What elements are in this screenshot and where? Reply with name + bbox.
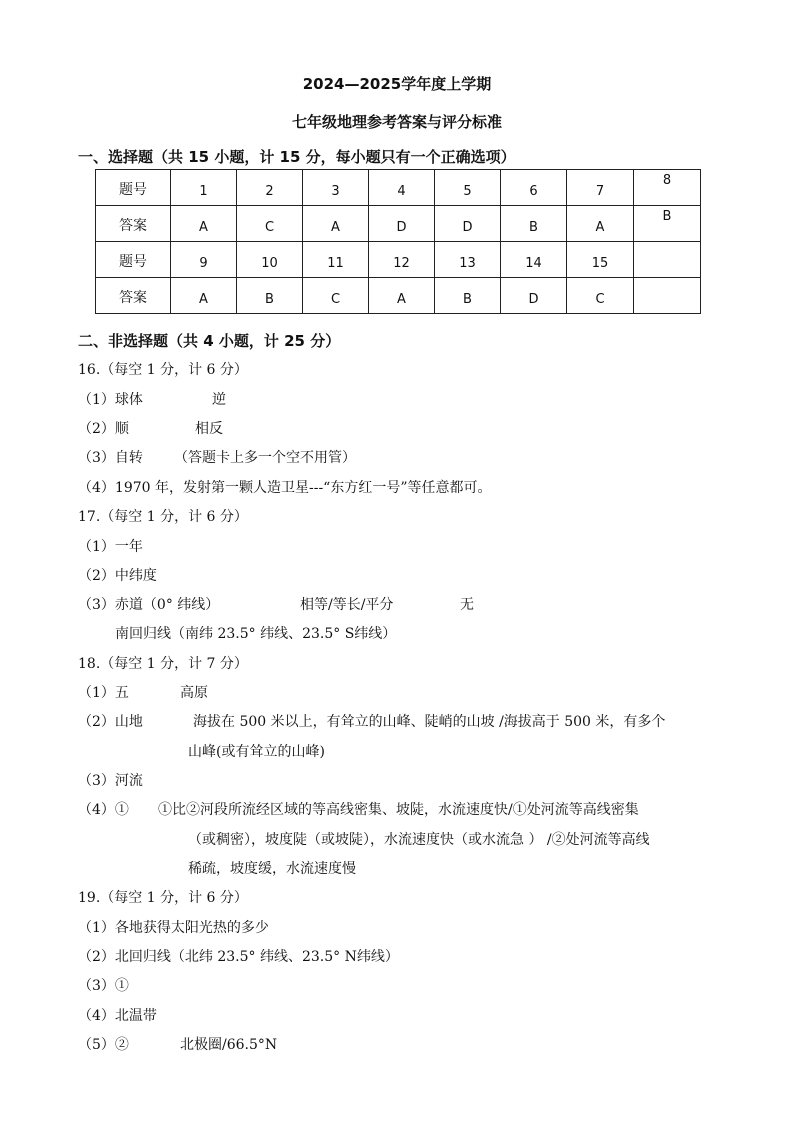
table-cell: C bbox=[237, 206, 303, 242]
q16-answer-3: （2）顺 bbox=[78, 421, 129, 437]
table-cell: 2 bbox=[237, 170, 303, 206]
section-2-heading: 二、非选择题（共 4 小题，计 25 分） bbox=[78, 332, 341, 350]
table-row bbox=[96, 242, 701, 278]
q18-line-2 bbox=[78, 711, 665, 731]
table-cell: B bbox=[501, 206, 567, 242]
table-cell: 12 bbox=[369, 242, 435, 278]
table-cell: 1 bbox=[171, 170, 237, 206]
q19-line-1: （1）各地获得太阳光热的多少 bbox=[78, 920, 269, 936]
table-row bbox=[96, 170, 701, 206]
q18-answer-1: （1）五 bbox=[78, 685, 129, 701]
table-cell: 答案 bbox=[96, 278, 171, 314]
table-cell: C bbox=[567, 278, 634, 314]
q17-answer-1: （3）赤道（0° 纬线） bbox=[78, 597, 220, 613]
table-cell: 10 bbox=[237, 242, 303, 278]
q18-line-6: （或稠密），坡度陡（或坡陡），水流速度快（或水流急 ） /②处河流等高线 bbox=[188, 832, 650, 848]
q18-line-3: 山峰(或有耸立的山峰) bbox=[188, 744, 325, 760]
table-cell: A bbox=[303, 206, 369, 242]
table-cell bbox=[634, 278, 701, 314]
table-cell: 5 bbox=[435, 170, 501, 206]
table-cell: 3 bbox=[303, 170, 369, 206]
q16-line-2 bbox=[78, 418, 223, 438]
section-1-heading: 一、选择题（共 15 小题，计 15 分，每小题只有一个正确选项） bbox=[78, 148, 516, 166]
q16-answer-1: （1）球体 bbox=[78, 392, 143, 408]
q16-heading: 16.（每空 1 分，计 6 分） bbox=[78, 362, 248, 378]
q18-line-1 bbox=[78, 682, 208, 702]
table-cell: 13 bbox=[435, 242, 501, 278]
table-cell: B bbox=[435, 278, 501, 314]
table-cell: 8 bbox=[634, 170, 701, 206]
q16-answer-5: （3）自转 bbox=[78, 450, 143, 466]
q19-heading: 19.（每空 1 分，计 6 分） bbox=[78, 890, 248, 906]
q18-answer-5: （4）① bbox=[78, 802, 129, 818]
document-subtitle: 七年级地理参考答案与评分标准 bbox=[291, 113, 502, 131]
answer-table bbox=[95, 169, 701, 314]
table-cell: A bbox=[171, 206, 237, 242]
table-cell bbox=[634, 242, 701, 278]
table-cell: B bbox=[237, 278, 303, 314]
table-cell: A bbox=[171, 278, 237, 314]
q19-line-3: （3）① bbox=[78, 978, 129, 994]
table-cell: 6 bbox=[501, 170, 567, 206]
q17-line-1: （1）一年 bbox=[78, 539, 143, 555]
q19-line-2: （2）北回归线（北纬 23.5° 纬线、23.5° N纬线） bbox=[78, 949, 399, 965]
table-cell: 答案 bbox=[96, 206, 171, 242]
q16-answer-4: 相反 bbox=[195, 421, 223, 437]
q18-line-7: 稀疏，坡度缓，水流速度慢 bbox=[188, 861, 356, 877]
q18-line-5 bbox=[78, 799, 639, 819]
q17-answer-2: 相等/等长/平分 bbox=[300, 597, 394, 613]
q16-answer-2: 逆 bbox=[212, 392, 226, 408]
table-cell: A bbox=[369, 278, 435, 314]
table-cell: 11 bbox=[303, 242, 369, 278]
q19-answer-6: 北极圈/66.5°N bbox=[180, 1037, 278, 1053]
table-cell: 14 bbox=[501, 242, 567, 278]
table-cell: 7 bbox=[567, 170, 634, 206]
q17-line-4: 南回归线（南纬 23.5° 纬线、23.5° S纬线） bbox=[115, 626, 397, 642]
q19-answer-5: （5）② bbox=[78, 1037, 129, 1053]
table-cell: 4 bbox=[369, 170, 435, 206]
q17-answer-3: 无 bbox=[460, 597, 474, 613]
table-cell: B bbox=[634, 206, 701, 242]
table-cell: C bbox=[303, 278, 369, 314]
table-cell: 题号 bbox=[96, 242, 171, 278]
table-cell: D bbox=[501, 278, 567, 314]
q18-heading: 18.（每空 1 分，计 7 分） bbox=[78, 656, 248, 672]
q17-line-3 bbox=[78, 594, 474, 614]
q17-heading: 17.（每空 1 分，计 6 分） bbox=[78, 509, 248, 525]
table-cell: D bbox=[369, 206, 435, 242]
q18-line-4: （3）河流 bbox=[78, 773, 143, 789]
q16-line-4: （4）1970 年，发射第一颗人造卫星---“东方红一号”等任意都可。 bbox=[78, 480, 492, 496]
table-row bbox=[96, 278, 701, 314]
table-row bbox=[96, 206, 701, 242]
q16-line-1 bbox=[78, 389, 226, 409]
q18-answer-2: 高原 bbox=[180, 685, 208, 701]
table-cell: A bbox=[567, 206, 634, 242]
q18-answer-3: （2）山地 bbox=[78, 714, 143, 730]
q18-answer-4: 海拔在 500 米以上，有耸立的山峰、陡峭的山坡 /海拔高于 500 米，有多个 bbox=[193, 714, 666, 730]
table-cell: D bbox=[435, 206, 501, 242]
q18-answer-6: ①比②河段所流经区域的等高线密集、坡陡，水流速度快/①处河流等高线密集 bbox=[158, 802, 639, 818]
q17-line-2: （2）中纬度 bbox=[78, 568, 157, 584]
q19-line-5 bbox=[78, 1034, 277, 1054]
q16-line-3 bbox=[78, 447, 356, 467]
table-cell: 题号 bbox=[96, 170, 171, 206]
table-cell: 15 bbox=[567, 242, 634, 278]
q16-note: （答题卡上多一个空不用管） bbox=[174, 450, 356, 466]
document-title: 2024—2025学年度上学期 bbox=[302, 75, 492, 93]
table-cell: 9 bbox=[171, 242, 237, 278]
q19-line-4: （4）北温带 bbox=[78, 1008, 157, 1024]
